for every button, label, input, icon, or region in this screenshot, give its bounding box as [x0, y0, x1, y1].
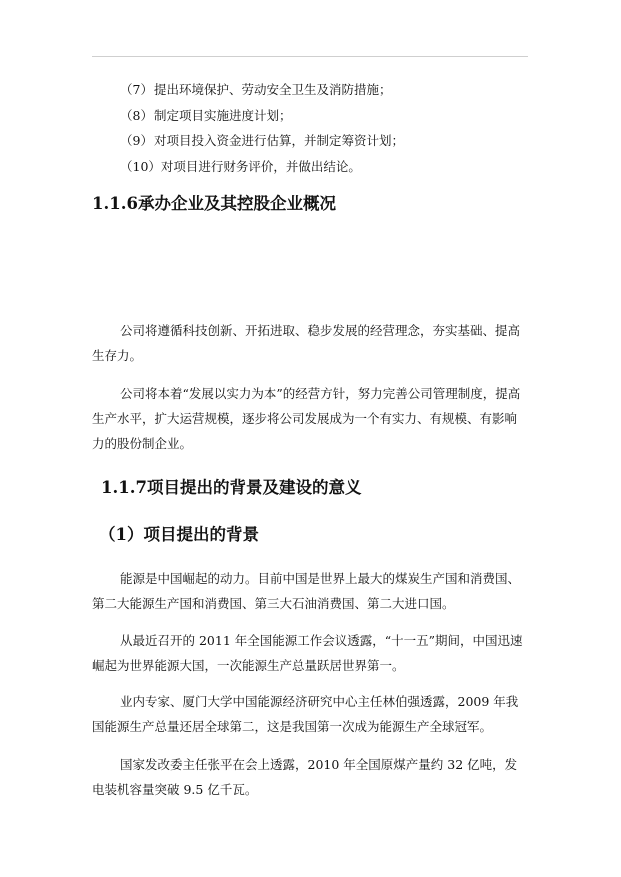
list-item	[120, 128, 540, 154]
section-title: 项目提出的背景及建设的意义	[146, 478, 362, 497]
subsection-title: 项目提出的背景	[143, 525, 259, 544]
section-heading-1-1-6	[92, 193, 336, 215]
list-item-text: 对项目进行财务评价，并做出结论。	[160, 158, 361, 174]
header-rule	[92, 56, 528, 57]
list-item-number: （8）	[120, 107, 153, 123]
paragraph: 业内专家、厦门大学中国能源经济研究中心主任林伯强透露，2009 年我国能源生产总量还居全球第二，这是我国第一次成为能源生产全球冠军。	[92, 694, 519, 734]
subsection-number: （1）	[99, 525, 144, 544]
list-item-number: （7）	[120, 82, 153, 97]
section-number: 1.1.7	[101, 478, 147, 497]
list-item-text: 制定项目实施进度计划；	[154, 107, 292, 123]
list-item	[120, 77, 540, 103]
list-item-number: （10）	[120, 158, 161, 174]
section-title: 承办企业及其控股企业概况	[137, 194, 336, 213]
section-heading-1-1-7	[101, 477, 361, 499]
paragraph: 能源是中国崛起的动力。目前中国是世界上最大的煤炭生产国和消费国、第二大能源生产国和消费国、第三大石油消费国、第二大进口国。	[92, 571, 521, 611]
paragraph: 公司将遵循科技创新、开拓进取、稳步发展的经营理念，夯实基础、提高生存力。	[92, 323, 521, 363]
list-item	[120, 103, 540, 129]
list-item-text: 对项目投入资金进行估算，并制定筹资计划；	[154, 133, 405, 148]
paragraph: 从最近召开的 2011 年全国能源工作会议透露，“十一五”期间，中国迅速崛起为世界能源大国，一次能源生产总量跃居世界第一。	[92, 633, 523, 673]
paragraph: 国家发改委主任张平在会上透露，2010 年全国原煤产量约 32 亿吨，发电装机容量突破 9.5 亿千瓦。	[92, 757, 518, 797]
subsection-heading	[99, 524, 259, 546]
measures-list	[120, 77, 540, 179]
list-item	[120, 154, 540, 180]
list-item-text: 提出环境保护、劳动安全卫生及消防措施；	[154, 82, 392, 97]
list-item-number: （9）	[120, 133, 153, 148]
section-number: 1.1.6	[92, 194, 138, 213]
paragraph: 公司将本着“发展以实力为本”的经营方针，努力完善公司管理制度，提高生产水平，扩大运营规模，逐步将公司发展成为一个有实力、有规模、有影响力的股份制企业。	[92, 386, 521, 451]
